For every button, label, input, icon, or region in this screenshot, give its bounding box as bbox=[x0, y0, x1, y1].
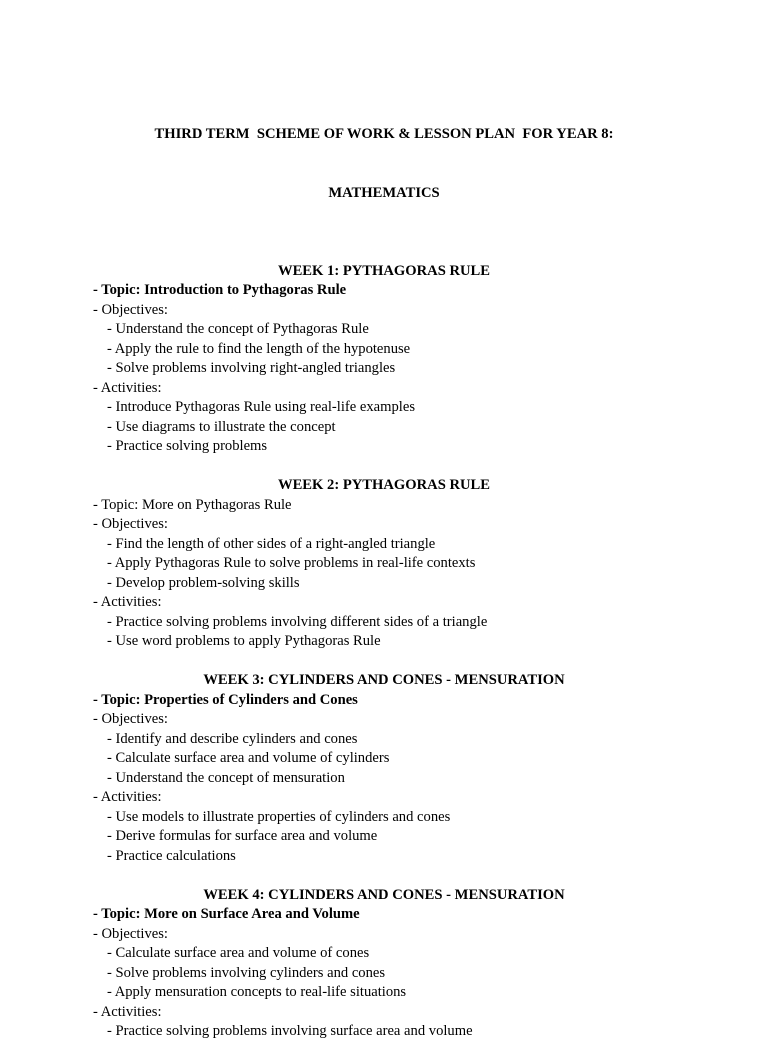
activities-label: - Activities: bbox=[93, 594, 162, 610]
document-title-line-1: THIRD TERM SCHEME OF WORK & LESSON PLAN FOR YEAR 8: bbox=[154, 126, 614, 142]
objective-item: - Understand the concept of mensuration bbox=[107, 769, 345, 786]
activities-label: - Activities: bbox=[93, 789, 162, 805]
week-topic: - Topic: More on Surface Area and Volume bbox=[93, 906, 360, 922]
week-heading: WEEK 1: PYTHAGORAS RULE bbox=[277, 262, 491, 279]
document-body bbox=[93, 86, 675, 1061]
objectives-label: - Objectives: bbox=[93, 925, 168, 942]
week-section-3 bbox=[93, 671, 675, 866]
objective-item: - Apply mensuration concepts to real-life situations bbox=[107, 984, 407, 1000]
objective-item: - Apply the rule to find the length of the hypotenuse bbox=[107, 340, 411, 357]
objective-item: - Calculate surface area and volume of cylinders bbox=[107, 750, 390, 766]
week-section-2 bbox=[93, 476, 675, 652]
activity-item: - Derive formulas for surface area and volume bbox=[107, 828, 378, 844]
objective-item: - Solve problems involving cylinders and cones bbox=[107, 964, 386, 981]
objectives-label: - Objectives: bbox=[93, 516, 168, 532]
week-heading: WEEK 2: PYTHAGORAS RULE bbox=[277, 477, 491, 493]
objective-item: - Develop problem-solving skills bbox=[107, 574, 300, 591]
activity-item: - Introduce Pythagoras Rule using real-life examples bbox=[107, 399, 415, 415]
activity-item: - Use diagrams to illustrate the concept bbox=[107, 418, 336, 435]
activity-item: - Use word problems to apply Pythagoras Rule bbox=[107, 633, 381, 649]
objectives-label: - Objectives: bbox=[93, 301, 168, 318]
objective-item: - Apply Pythagoras Rule to solve problems in real-life contexts bbox=[107, 555, 476, 571]
week-topic: - Topic: Introduction to Pythagoras Rule bbox=[93, 282, 347, 298]
objective-item: - Calculate surface area and volume of cones bbox=[107, 945, 370, 961]
activity-item: - Practice solving problems involving different sides of a triangle bbox=[107, 613, 488, 630]
document-title-line-2: MATHEMATICS bbox=[328, 184, 440, 201]
week-topic: - Topic: Properties of Cylinders and Cones bbox=[93, 691, 358, 708]
activities-label: - Activities: bbox=[93, 379, 162, 396]
document-title bbox=[93, 86, 675, 242]
week-heading: WEEK 4: CYLINDERS AND CONES - MENSURATION bbox=[203, 886, 565, 903]
objective-item: - Identify and describe cylinders and cones bbox=[107, 730, 358, 747]
activity-item: - Practice solving problems involving surface area and volume bbox=[107, 1023, 473, 1039]
week-section-4 bbox=[93, 886, 675, 1042]
objectives-label: - Objectives: bbox=[93, 711, 168, 727]
objective-item: - Find the length of other sides of a right-angled triangle bbox=[107, 535, 436, 552]
activity-item: - Practice calculations bbox=[107, 847, 236, 864]
objective-item: - Understand the concept of Pythagoras Rule bbox=[107, 321, 369, 337]
activities-label: - Activities: bbox=[93, 1003, 162, 1020]
activity-item: - Practice solving problems bbox=[107, 438, 268, 454]
activity-item: - Use models to illustrate properties of cylinders and cones bbox=[107, 808, 451, 825]
week-topic: - Topic: More on Pythagoras Rule bbox=[93, 496, 292, 513]
week-section-1 bbox=[93, 262, 675, 457]
week-heading: WEEK 3: CYLINDERS AND CONES - MENSURATION bbox=[203, 672, 565, 688]
objective-item: - Solve problems involving right-angled triangles bbox=[107, 360, 396, 376]
